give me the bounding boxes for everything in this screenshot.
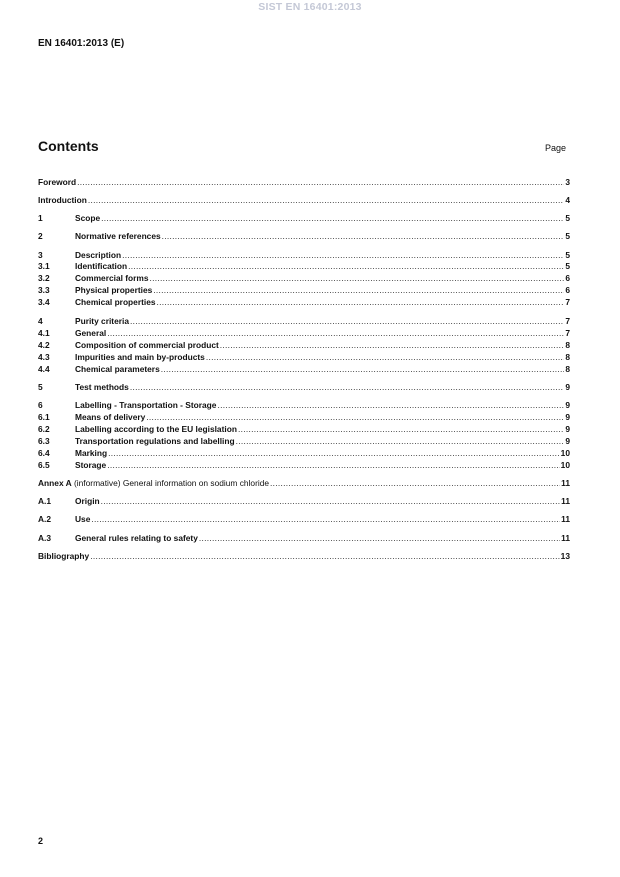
toc-entry-page: 7 xyxy=(565,328,570,338)
toc-entry-number: A.2 xyxy=(38,514,52,524)
toc-entry[interactable] xyxy=(38,261,570,272)
toc-entry-page: 5 xyxy=(565,250,570,260)
toc-leader-dots xyxy=(90,551,559,562)
toc-leader-dots xyxy=(77,177,564,188)
toc-entry-number: 6 xyxy=(38,400,43,410)
toc-entry-title: Labelling - Transportation - Storage xyxy=(75,400,217,410)
toc-leader-dots xyxy=(206,352,564,363)
page-number: 2 xyxy=(38,836,44,846)
toc-entry-page: 11 xyxy=(561,496,570,506)
toc-leader-dots xyxy=(220,340,565,351)
toc-entry-page: 13 xyxy=(560,551,570,561)
toc-entry-number: 3 xyxy=(38,250,43,260)
toc-entry-title: Bibliography xyxy=(38,551,90,561)
toc-entry-page: 9 xyxy=(565,412,570,422)
toc-leader-dots xyxy=(157,297,565,308)
toc-entry[interactable] xyxy=(38,478,570,489)
toc-leader-dots xyxy=(130,316,564,327)
toc-leader-dots xyxy=(150,273,565,284)
toc-entry-page: 5 xyxy=(565,213,570,223)
toc-entry-number: 4.1 xyxy=(38,328,50,338)
toc-entry-title: Introduction xyxy=(38,195,87,205)
toc-entry-number: 6.1 xyxy=(38,412,50,422)
page-column-label: Page xyxy=(545,143,567,153)
toc-leader-dots xyxy=(107,328,564,339)
toc-entry-number: 4.4 xyxy=(38,364,50,374)
toc-entry-number: 4.3 xyxy=(38,352,50,362)
toc-entry-number: 6.2 xyxy=(38,424,50,434)
toc-leader-dots xyxy=(199,533,560,544)
toc-leader-dots xyxy=(153,285,564,296)
toc-entry-title: Identification xyxy=(75,261,128,271)
toc-entry-title: Description xyxy=(75,250,122,260)
toc-entry-title: Chemical parameters xyxy=(75,364,160,374)
toc-entry-title: Test methods xyxy=(75,382,129,392)
toc-entry-title: Annex A (informative) General information on sodium chloride xyxy=(38,478,270,488)
toc-entry-number: 2 xyxy=(38,231,43,241)
toc-entry-number: 3.1 xyxy=(38,261,50,271)
toc-leader-dots xyxy=(270,478,560,489)
toc-entry[interactable] xyxy=(38,533,570,544)
toc-entry-title: Normative references xyxy=(75,231,161,241)
toc-entry[interactable] xyxy=(38,177,570,188)
toc-entry-number: 6.5 xyxy=(38,460,50,470)
toc-entry-page: 11 xyxy=(561,478,570,488)
toc-entry-title: Commercial forms xyxy=(75,273,149,283)
toc-entry-page: 9 xyxy=(565,400,570,410)
toc-entry-page: 8 xyxy=(565,352,570,362)
toc-leader-dots xyxy=(162,231,565,242)
toc-leader-dots xyxy=(130,382,565,393)
toc-entry[interactable] xyxy=(38,448,570,459)
toc-entry-title: Purity criteria xyxy=(75,316,129,326)
toc-entry-title: Use xyxy=(75,514,91,524)
toc-entry[interactable] xyxy=(38,273,570,284)
toc-entry[interactable] xyxy=(38,250,570,261)
toc-entry-page: 6 xyxy=(565,285,570,295)
toc-entry-page: 6 xyxy=(565,273,570,283)
toc-entry-page: 5 xyxy=(565,261,570,271)
toc-entry-page: 9 xyxy=(565,424,570,434)
toc-entry-title: Physical properties xyxy=(75,285,153,295)
watermark: SIST EN 16401:2013 xyxy=(258,1,362,13)
toc-entry-number: 1 xyxy=(38,213,43,223)
page-title: Contents xyxy=(38,138,99,154)
toc-leader-dots xyxy=(107,460,559,471)
toc-entry[interactable] xyxy=(38,352,570,363)
toc-entry[interactable] xyxy=(38,297,570,308)
toc-leader-dots xyxy=(101,213,564,224)
toc-entry[interactable] xyxy=(38,436,570,447)
toc-entry-note: (informative) General information on sodium chloride xyxy=(71,478,270,488)
toc-leader-dots xyxy=(217,400,564,411)
toc-leader-dots xyxy=(122,250,564,261)
document-id: EN 16401:2013 (E) xyxy=(38,38,125,49)
toc-entry-page: 11 xyxy=(561,533,570,543)
toc-entry-title: Storage xyxy=(75,460,107,470)
toc-entry-page: 10 xyxy=(560,448,570,458)
toc-entry-title: Marking xyxy=(75,448,108,458)
toc-leader-dots xyxy=(128,261,564,272)
toc-entry[interactable] xyxy=(38,364,570,375)
toc-leader-dots xyxy=(108,448,560,459)
toc-entry[interactable] xyxy=(38,340,570,351)
toc-leader-dots xyxy=(238,424,564,435)
toc-entry[interactable] xyxy=(38,460,570,471)
toc-entry-title: General rules relating to safety xyxy=(75,533,198,543)
toc-entry-page: 11 xyxy=(561,514,570,524)
toc-leader-dots xyxy=(161,364,565,375)
toc-entry-number: 3.2 xyxy=(38,273,50,283)
toc-entry-title: Labelling according to the EU legislation xyxy=(75,424,237,434)
toc-entry-number: 6.4 xyxy=(38,448,50,458)
toc-entry-number: 5 xyxy=(38,382,43,392)
toc-entry[interactable] xyxy=(38,213,570,224)
toc-entry-page: 10 xyxy=(560,460,570,470)
toc-entry[interactable] xyxy=(38,316,570,327)
toc-entry-number: A.1 xyxy=(38,496,52,506)
toc-entry-title: General xyxy=(75,328,107,338)
toc-entry-number: A.3 xyxy=(38,533,52,543)
toc-entry-number: 4.2 xyxy=(38,340,50,350)
toc-entry-title: Foreword xyxy=(38,177,77,187)
toc-entry-page: 8 xyxy=(565,340,570,350)
toc-entry[interactable] xyxy=(38,496,570,507)
toc-entry[interactable] xyxy=(38,382,570,393)
toc-entry-page: 9 xyxy=(565,436,570,446)
toc-entry-title: Impurities and main by-products xyxy=(75,352,205,362)
toc-entry-title: Composition of commercial product xyxy=(75,340,219,350)
toc-entry-number: 6.3 xyxy=(38,436,50,446)
toc-entry[interactable] xyxy=(38,231,570,242)
toc-entry-page: 9 xyxy=(565,382,570,392)
toc-leader-dots xyxy=(146,412,564,423)
toc-entry-page: 4 xyxy=(565,195,570,205)
toc-entry-number: 4 xyxy=(38,316,43,326)
toc-entry-number: 3.4 xyxy=(38,297,50,307)
toc-leader-dots xyxy=(91,514,560,525)
toc-leader-dots xyxy=(101,496,560,507)
toc-entry-page: 8 xyxy=(565,364,570,374)
toc-leader-dots xyxy=(236,436,565,447)
toc-entry-title: Means of delivery xyxy=(75,412,146,422)
toc-entry-page: 7 xyxy=(565,297,570,307)
toc-entry-title: Transportation regulations and labelling xyxy=(75,436,235,446)
toc-entry-title: Scope xyxy=(75,213,101,223)
toc-entry-title: Chemical properties xyxy=(75,297,156,307)
toc-entry-page: 7 xyxy=(565,316,570,326)
toc-entry[interactable] xyxy=(38,328,570,339)
toc-entry[interactable] xyxy=(38,285,570,296)
toc-entry[interactable] xyxy=(38,424,570,435)
toc-entry-page: 5 xyxy=(565,231,570,241)
toc-entry[interactable] xyxy=(38,400,570,411)
toc-entry[interactable] xyxy=(38,514,570,525)
toc-leader-dots xyxy=(88,195,564,206)
toc-entry-number: 3.3 xyxy=(38,285,50,295)
toc-entry[interactable] xyxy=(38,551,570,562)
toc-entry[interactable] xyxy=(38,195,570,206)
toc-entry-title: Origin xyxy=(75,496,100,506)
toc-entry[interactable] xyxy=(38,412,570,423)
toc-entry-page: 3 xyxy=(565,177,570,187)
